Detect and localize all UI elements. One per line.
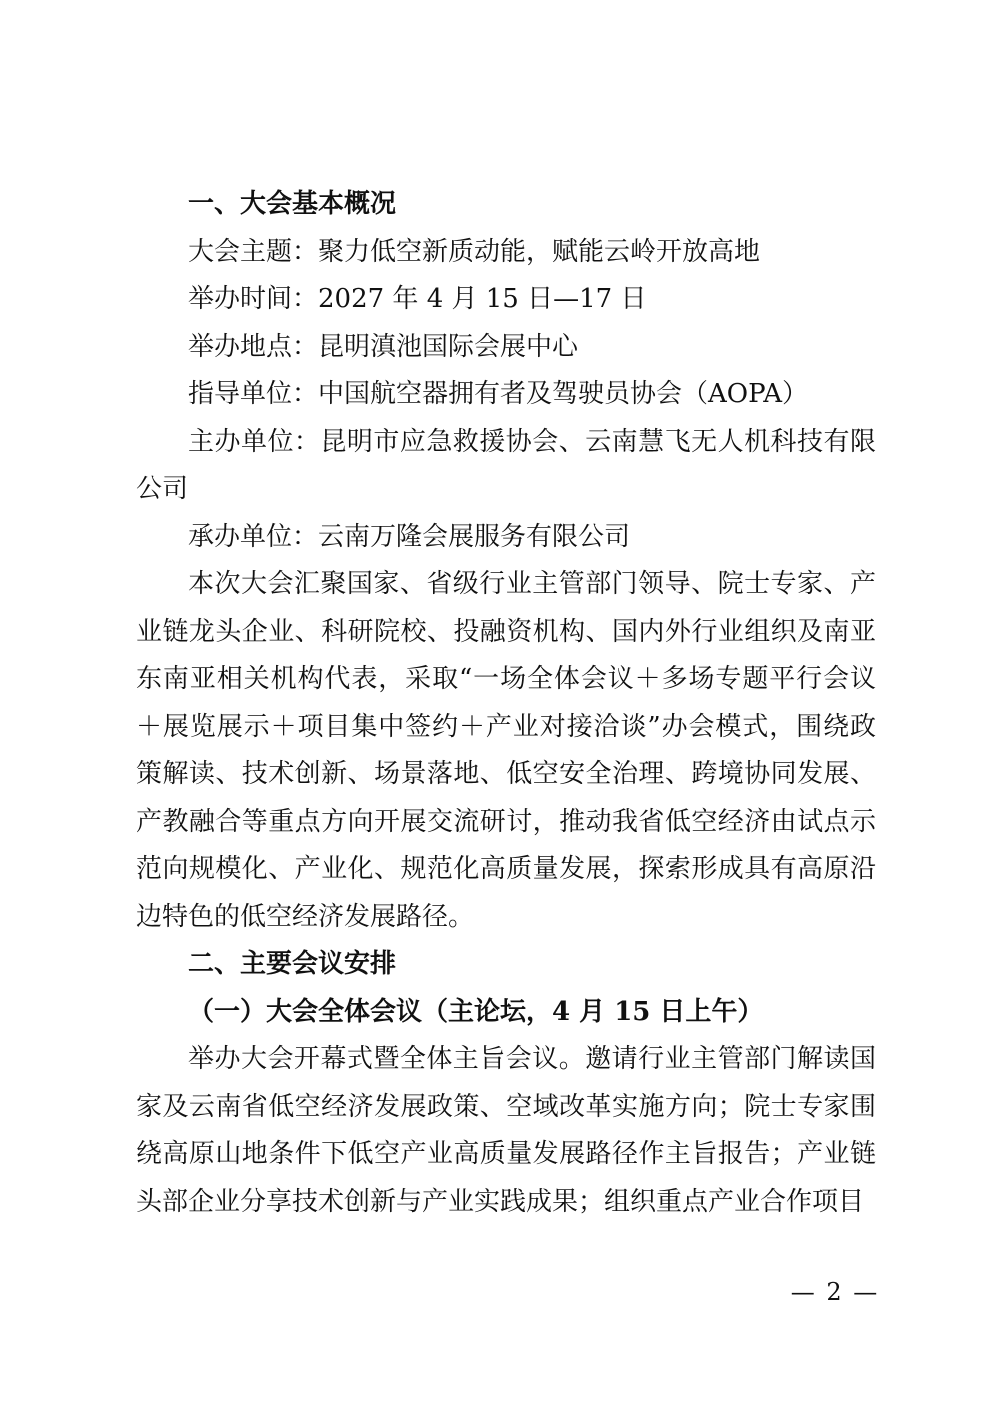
conference-theme: 大会主题：聚力低空新质动能，赋能云岭开放高地 <box>188 236 761 267</box>
conference-time: 举办时间：2027 年 4 月 15 日—17 日 <box>188 284 647 314</box>
section-1-heading: 一、大会基本概况 <box>188 189 397 219</box>
guidance-unit: 指导单位：中国航空器拥有者及驾驶员协会（AOPA） <box>188 379 808 409</box>
subsection-1-title: （一）大会全体会议（主论坛，4 月 15 日上午） <box>188 996 764 1027</box>
document-body <box>136 181 876 1226</box>
section-2-heading: 二、主要会议安排 <box>188 949 397 979</box>
conference-description: 本次大会汇聚国家、省级行业主管部门领导、院士专家、产业链龙头企业、科研院校、投融资机构、国内外行业组织及南亚东南亚相关机构代表，采取“一场全体会议＋多场专题平行会议＋展览展示＋项目集中签约＋产业对接洽谈”办会模式，围绕政策解读、技术创新、场景落地、低空安全治理、跨境协同发展、产教融合等重点方向开展交流研讨，推动我省低空经济由试点示范向规模化、产业化、规范化高质量发展，探索形成具有高原沿边特色的低空经济发展路径。 <box>136 569 876 932</box>
subsection-1-text: 举办大会开幕式暨全体主旨会议。邀请行业主管部门解读国家及云南省低空经济发展政策、空域改革实施方向；院士专家围绕高原山地条件下低空产业高质量发展路径作主旨报告；产业链头部企业分享技术创新与产业实践成果；组织重点产业合作项目 <box>136 1044 876 1217</box>
host-unit: 主办单位：昆明市应急救援协会、云南慧飞无人机科技有限公司 <box>136 426 876 504</box>
conference-venue: 举办地点：昆明滇池国际会展中心 <box>188 331 579 362</box>
page-number: — 2 — <box>790 1278 880 1306</box>
organizer-unit: 承办单位：云南万隆会展服务有限公司 <box>188 521 631 552</box>
